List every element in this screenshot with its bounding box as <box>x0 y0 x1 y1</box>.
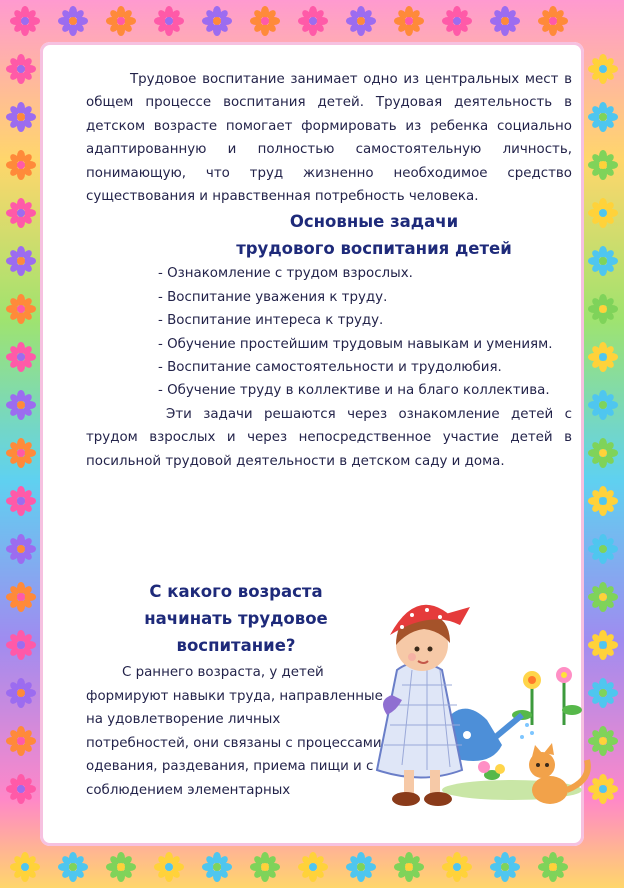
task-item: - Обучение простейшим трудовым навыкам и умениям. <box>158 336 553 352</box>
flower-icon <box>6 726 36 756</box>
flower-icon <box>106 6 136 36</box>
flower-icon <box>6 438 36 468</box>
main-text-block <box>86 68 572 473</box>
flower-icon <box>6 342 36 372</box>
flower-icon <box>538 6 568 36</box>
flower-icon <box>346 6 376 36</box>
flower-icon <box>588 438 618 468</box>
flower-icon <box>538 852 568 882</box>
flower-icon <box>10 852 40 882</box>
flower-icon <box>6 294 36 324</box>
flower-icon <box>394 6 424 36</box>
flower-icon <box>442 852 472 882</box>
task-item: - Воспитание уважения к труду. <box>158 289 388 305</box>
age-paragraph: С раннего возраста, у детей формируют навыки труда, направленные на удовлетворение личных потребностей, они связаны с процессами одевания, раздевания, приема пищи и с соблюдением элементарных <box>86 665 383 798</box>
flower-icon <box>442 6 472 36</box>
flower-icon <box>6 534 36 564</box>
flower-icon <box>588 102 618 132</box>
flower-icon <box>6 54 36 84</box>
tasks-heading-line2: трудового воспитания детей <box>236 239 512 259</box>
flower-icon <box>588 486 618 516</box>
girl-watering-flowers-illustration <box>372 575 594 825</box>
task-item: - Ознакомление с трудом взрослых. <box>158 266 413 282</box>
flower-icon <box>202 6 232 36</box>
flower-icon <box>6 246 36 276</box>
flower-icon <box>6 198 36 228</box>
flower-icon <box>6 774 36 804</box>
flower-icon <box>58 852 88 882</box>
flower-icon <box>588 150 618 180</box>
task-item: - Обучение труду в коллективе и на благо коллектива. <box>158 383 550 399</box>
flower-icon <box>588 198 618 228</box>
flower-icon <box>490 6 520 36</box>
task-item: - Воспитание интереса к труду. <box>158 313 384 329</box>
flower-icon <box>346 852 376 882</box>
flower-icon <box>588 342 618 372</box>
tasks-heading-line1: Основные задачи <box>289 212 459 232</box>
flower-icon <box>6 390 36 420</box>
intro-paragraph: Трудовое воспитание занимает одно из центральных мест в общем процессе воспитания детей. Трудовая деятельность в детском возрасте помогает формировать из ребенка социально адаптированную и полностью самостоятельную личность, понимающую, что труд жизненно необходимое средство существования и нравственная потребность человека. <box>86 72 572 205</box>
flower-icon <box>202 852 232 882</box>
flower-icon <box>6 102 36 132</box>
flower-icon <box>6 486 36 516</box>
flower-icon <box>298 852 328 882</box>
age-heading-line3: воспитание? <box>176 636 296 655</box>
task-item: - Воспитание самостоятельности и трудолюбия. <box>158 360 502 376</box>
flower-icon <box>588 534 618 564</box>
flower-icon <box>250 6 280 36</box>
flower-icon <box>10 6 40 36</box>
flower-icon <box>58 6 88 36</box>
flower-icon <box>490 852 520 882</box>
flower-icon <box>6 678 36 708</box>
flower-icon <box>588 54 618 84</box>
flower-icon <box>588 246 618 276</box>
age-heading-line2: начинать трудовое <box>144 609 328 628</box>
flower-icon <box>588 294 618 324</box>
flower-icon <box>154 6 184 36</box>
flower-icon <box>298 6 328 36</box>
flower-icon <box>394 852 424 882</box>
flower-icon <box>6 150 36 180</box>
flower-icon <box>106 852 136 882</box>
age-heading-line1: С какого возраста <box>149 582 323 601</box>
tasks-summary-paragraph: Эти задачи решаются через ознакомление детей с трудом взрослых и через непосредственное участие детей в посильной трудовой деятельности в детском саду и дома. <box>86 406 572 469</box>
flower-icon <box>154 852 184 882</box>
age-section <box>86 578 386 803</box>
flower-icon <box>6 630 36 660</box>
flower-icon <box>6 582 36 612</box>
flower-icon <box>588 390 618 420</box>
flower-icon <box>250 852 280 882</box>
